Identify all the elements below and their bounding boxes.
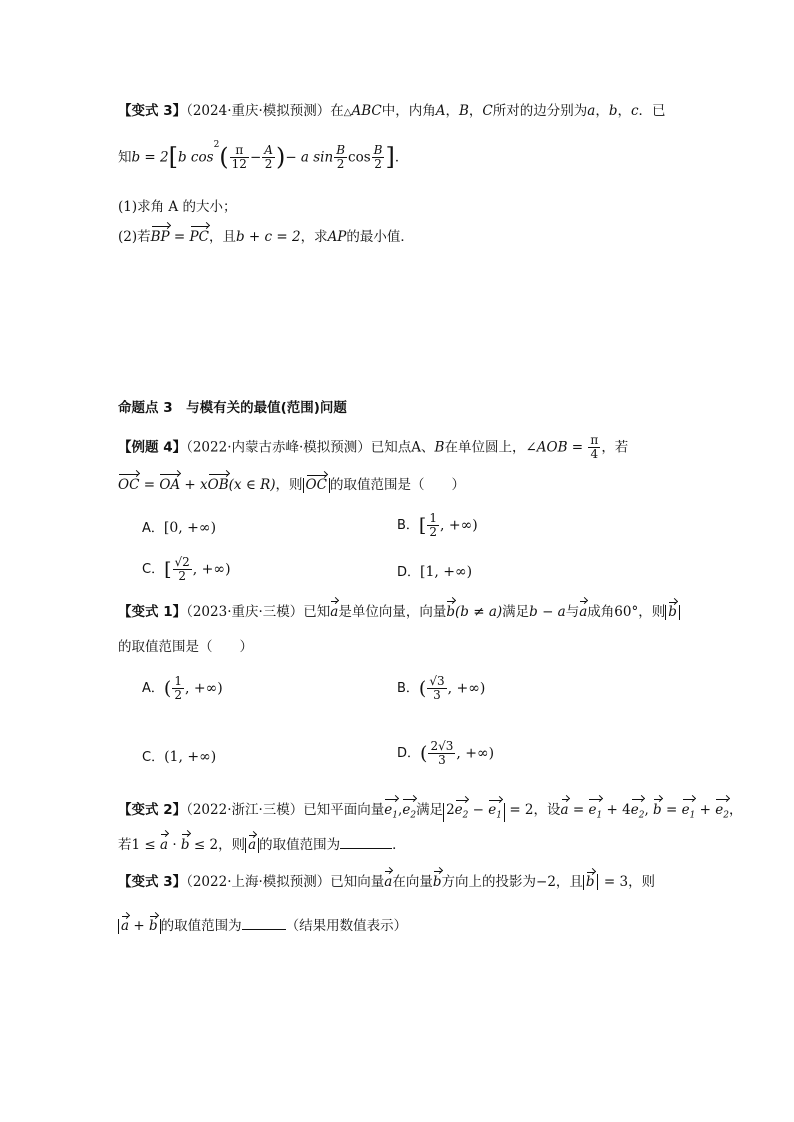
option-letter: C． [142, 750, 165, 765]
option-value: (1, +∞) [164, 749, 217, 765]
problem-v3-2024-line1: 【变式 3】（2024·重庆·模拟预测）在△ABC中，内角A，B，C所对的边分别为a，b，c．已 [118, 103, 666, 119]
vector-a: a [121, 918, 130, 934]
angle-value: 60° [614, 604, 639, 620]
section-title: 命题点 3 与模有关的最值(范围)问题 [118, 400, 347, 416]
option-value: , +∞) [456, 745, 495, 762]
denominator: 3 [433, 688, 441, 703]
option-letter: D． [397, 565, 421, 580]
denominator: 4 [590, 447, 599, 462]
text: ，且 [555, 874, 583, 890]
option-value: , +∞) [184, 680, 223, 697]
vector-b: b [446, 604, 456, 620]
text: 所对的边分别为 [492, 103, 588, 119]
text: （结果用数值表示） [285, 918, 408, 934]
vector-e2: $e_2$ [715, 802, 729, 821]
text: ，若 [601, 439, 629, 456]
vector-a: a [579, 604, 588, 620]
numerator: π [590, 433, 599, 447]
vector-oc-norm: OC [305, 477, 327, 493]
vector-b: b [653, 802, 662, 818]
text: ，设 [533, 802, 561, 818]
option-letter: B． [397, 517, 419, 533]
text: 的取值范围是（ ） [118, 639, 253, 655]
text: ，则 [218, 837, 246, 853]
variant-1-line1 [118, 604, 680, 620]
vector-bp: BP [150, 229, 170, 245]
numerator: 2√3 [430, 739, 454, 753]
point-a: A [411, 439, 422, 456]
fraction-1-2 [172, 675, 184, 702]
option-a[interactable] [142, 675, 223, 702]
cos: cos [348, 149, 371, 166]
variant-2-line2 [118, 837, 406, 853]
text: 已知平面向量 [303, 802, 385, 818]
equals: = [169, 229, 190, 245]
variant-3-line1 [118, 874, 655, 890]
vector-symbol: e [630, 802, 639, 818]
equals: = [139, 477, 160, 493]
fraction-2root3-3 [428, 740, 455, 767]
vector-e2: $e_2$ [454, 802, 469, 821]
text: 与 [565, 604, 580, 620]
vector-b: b [180, 837, 190, 853]
numerator: 1 [429, 511, 437, 525]
vector-symbol: e [454, 802, 463, 818]
fraction-root2-2 [173, 556, 192, 583]
equals: = [661, 802, 682, 818]
text: 在向量 [392, 874, 433, 890]
option-letter: B． [397, 680, 419, 696]
text: 的最小值． [346, 229, 414, 245]
text: + 4 [602, 802, 631, 818]
vector-oa: OA [159, 477, 181, 493]
text: 已知点 [370, 439, 412, 456]
example-4-line1 [118, 434, 628, 461]
text: 在 [330, 103, 344, 119]
text: 的取值范围为 [160, 918, 242, 934]
point-b: B [434, 439, 445, 456]
fraction-pi-4 [588, 434, 600, 461]
fraction-pi-12 [230, 144, 249, 171]
bracket: [ [164, 558, 172, 581]
text: ， [728, 802, 743, 818]
variant-2-line1: 【变式 2】（2022·浙江·三模）已知平面向量$e_1,e_2$满足 $2e_2 - e_1 = 2$，设$a = e_1 + 4e_2$, $b = e_1 + e_2$， [118, 802, 743, 821]
option-value: [0, +∞) [163, 520, 217, 536]
var-b: b [608, 103, 618, 119]
problem-source: （2022·浙江·三模） [186, 802, 304, 818]
numerator: B [336, 142, 346, 157]
var-a: a [587, 103, 596, 119]
vector-e1: $e_1$ [488, 802, 503, 821]
var-b-angle: B [459, 103, 469, 119]
vector-e1: $e_1$ [681, 802, 696, 821]
formula: b + c = 2 [235, 229, 301, 245]
text: (2)若 [118, 229, 151, 245]
coefficient: 2 [446, 802, 455, 818]
text: 若 [118, 837, 132, 853]
vector-e2: $e_2$ [402, 802, 417, 821]
option-letter: D． [397, 745, 421, 761]
vector-b: b [432, 874, 442, 890]
option-letter: A． [142, 680, 164, 696]
numerator: π [230, 144, 249, 158]
text: ．已 [638, 103, 666, 119]
fraction-b-2 [334, 144, 347, 171]
denominator: 12 [231, 157, 247, 171]
text: ，求 [300, 229, 328, 245]
triangle-symbol: △ [343, 107, 352, 118]
vector-a: a [560, 802, 569, 818]
fraction-a-2 [262, 144, 275, 171]
answer-blank[interactable] [340, 848, 392, 849]
numerator: √3 [429, 674, 445, 688]
var-a-angle: A [435, 103, 446, 119]
bracket: [ [418, 514, 427, 537]
norm-value: = 3 [597, 874, 628, 890]
var-abc: ABC [351, 103, 382, 119]
problem-source: （2022·上海·模拟预测） [186, 874, 331, 890]
denominator: 2 [174, 688, 182, 703]
plus: + [129, 918, 149, 934]
text: 满足 [502, 604, 530, 620]
vector-symbol: e [681, 802, 690, 818]
option-value: , +∞) [439, 517, 478, 534]
text: 的取值范围是（ ） [329, 477, 465, 493]
denominator: 2 [336, 157, 345, 171]
text: 已知 [303, 604, 331, 620]
equals-value: = 2 [505, 802, 534, 818]
formula: b = 2 [131, 149, 169, 166]
option-d[interactable] [397, 564, 472, 581]
vector-e1: $e_1$ [588, 802, 603, 821]
numerator: B [373, 142, 383, 157]
text: 知 [118, 149, 132, 166]
inequality: ≤ 2 [189, 837, 219, 853]
text: ，则 [628, 874, 656, 890]
text: ． [392, 837, 406, 853]
text: ，则 [638, 604, 666, 620]
text: 、 [421, 439, 435, 456]
condition: (b ≠ a) [455, 604, 503, 620]
formula-bcos: b cos [178, 149, 214, 166]
variant-1-line2 [118, 639, 253, 655]
equals: = [568, 802, 589, 818]
option-c[interactable] [142, 556, 231, 583]
option-value: [1, +∞) [420, 564, 473, 580]
text: ． [394, 149, 409, 166]
var-c: c [630, 103, 639, 119]
vector-a-norm: a [248, 837, 257, 853]
vector-b-norm: b [585, 874, 595, 890]
problem-source: （2022·内蒙古赤峰·模拟预测） [186, 439, 371, 456]
denominator: 2 [374, 157, 382, 171]
option-a[interactable] [142, 520, 216, 537]
option-c[interactable] [142, 749, 216, 766]
vector-symbol: e [715, 802, 724, 818]
inequality: 1 ≤ [131, 837, 160, 853]
vector-oc: OC [118, 477, 140, 493]
problem-v3-2024-line2: 知b = 2[b $\cos^2$( $\frac{\pi}{12}$ − $\frac{A}{2}$ )− a sin $\frac{B}{2}$ cos $\frac{B}{2}$ ]． [118, 140, 409, 172]
vector-b-minus-a: b − a [529, 604, 566, 620]
text: ，则 [275, 477, 303, 493]
text: 的取值范围为 [259, 837, 341, 853]
problem-source: （2023·重庆·三模） [186, 604, 304, 620]
question-1 [118, 199, 236, 215]
bracket: ( [163, 677, 172, 700]
problem-source: （2024·重庆·模拟预测） [186, 103, 331, 119]
question-2 [118, 229, 414, 245]
option-b[interactable] [397, 512, 478, 539]
problem-tag: 【变式 1】 [118, 604, 187, 620]
denominator: 2 [264, 157, 273, 171]
denominator: 2 [178, 569, 186, 584]
option-value: , +∞) [192, 561, 231, 578]
vector-e2: $e_2$ [630, 802, 645, 821]
vector-symbol: e [384, 802, 393, 818]
dot: · [168, 837, 181, 853]
option-b[interactable] [397, 675, 485, 702]
fraction-root3-3 [427, 675, 446, 702]
text: + x [180, 477, 208, 493]
condition: (x ∈ R) [228, 477, 276, 493]
problem-tag: 【例题 4】 [118, 439, 187, 456]
bracket: ( [418, 677, 427, 700]
example-4-line2 [118, 477, 465, 493]
vector-ob: OB [207, 477, 229, 493]
text: 已知向量 [330, 874, 385, 890]
text: + [695, 802, 716, 818]
text: , [644, 802, 654, 818]
projection-value: −2 [536, 874, 556, 890]
vector-a: a [159, 837, 169, 853]
fraction-1-2 [427, 512, 439, 539]
var-ap: AP [327, 229, 347, 245]
text: ，且 [208, 229, 236, 245]
question-text: (1)求角 A 的大小； [118, 199, 237, 215]
vector-symbol: e [402, 802, 411, 818]
vector-a: a [384, 874, 393, 890]
text: 成角 [587, 604, 615, 620]
problem-tag: 【变式 3】 [118, 103, 187, 119]
answer-blank[interactable] [242, 929, 286, 930]
text: 中，内角 [381, 103, 436, 119]
fraction-b-2 [372, 144, 385, 171]
angle-aob: ∠AOB = [525, 439, 588, 456]
minus: − [249, 149, 262, 166]
numerator: √2 [174, 555, 190, 569]
vector-b: b [148, 918, 158, 934]
problem-tag: 【变式 3】 [118, 874, 187, 890]
problem-tag: 【变式 2】 [118, 802, 187, 818]
denominator: 2 [429, 525, 437, 540]
formula-asin: − a sin [285, 149, 334, 166]
option-letter: A． [142, 521, 164, 536]
text: 方向上的投影为 [441, 874, 537, 890]
vector-pc: PC [189, 229, 209, 245]
text: 在单位圆上， [444, 439, 526, 456]
option-value: , +∞) [447, 680, 486, 697]
numerator: 1 [174, 674, 182, 688]
bracket: ( [420, 742, 428, 765]
var-c-angle: C [482, 103, 493, 119]
vector-b-norm: b [668, 604, 677, 620]
vector-symbol: e [588, 802, 597, 818]
option-letter: C． [142, 561, 165, 577]
option-d[interactable] [397, 740, 494, 767]
vector-a: a [330, 604, 339, 620]
text: 是单位向量，向量 [338, 604, 447, 620]
denominator: 3 [438, 753, 446, 768]
variant-3-line2 [118, 918, 407, 934]
vector-e1: $e_1$ [384, 802, 399, 821]
numerator: A [264, 142, 273, 157]
vector-symbol: e [488, 802, 497, 818]
text: 满足 [416, 802, 444, 818]
